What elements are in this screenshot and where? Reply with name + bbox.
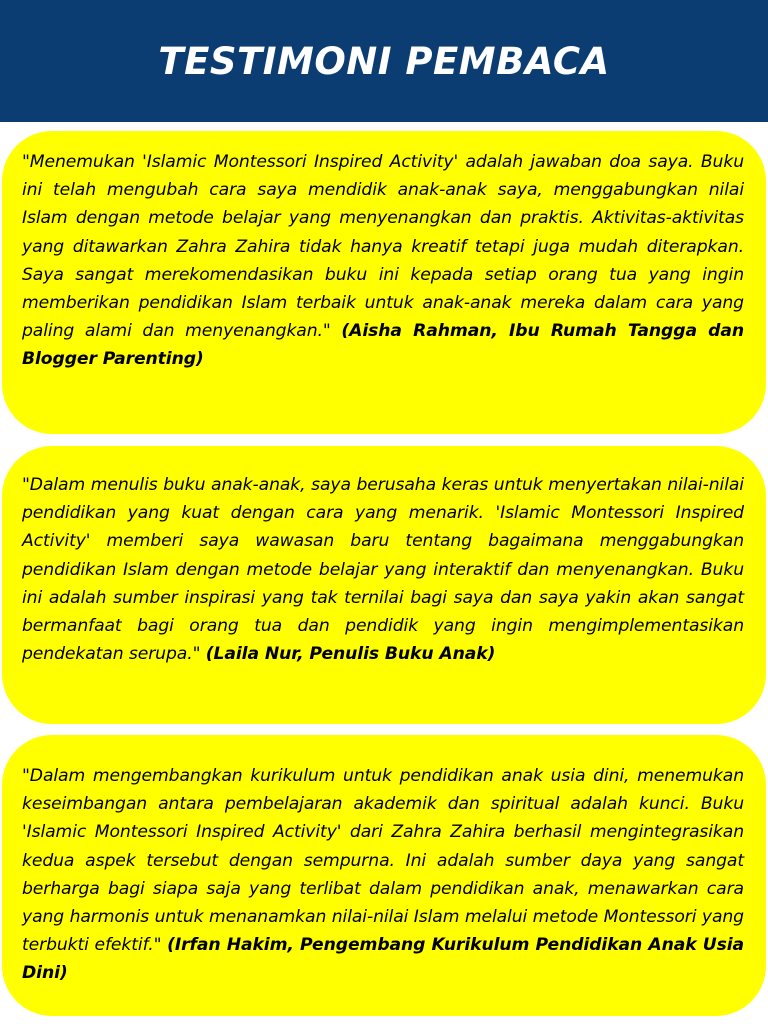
testimonial-text: [22, 471, 744, 668]
testimonial-author: (Aisha Rahman, Ibu Rumah Tangga dan Blogger Parenting): [22, 321, 744, 370]
testimonial-card: [2, 131, 766, 434]
testimonial-quote: "Dalam menulis buku anak-anak, saya berusaha keras untuk menyertakan nilai-nilai pendidikan yang kuat dengan cara yang menarik. 'Islamic Montessori Inspired Activity' memberi saya wawasan baru tentang bagaimana menggabungkan pendidikan Islam dengan metode belajar yang interaktif dan menyenangkan. Buku ini adalah sumber inspirasi yang tak ternilai bagi saya dan saya yakin akan sangat bermanfaat bagi orang tua dan pendidik yang ingin mengimplementasikan pendekatan serupa.": [22, 475, 744, 665]
testimonial-text: [22, 762, 744, 988]
testimonial-author: (Laila Nur, Penulis Buku Anak): [205, 644, 496, 665]
testimonial-quote: "Dalam mengembangkan kurikulum untuk pendidikan anak usia dini, menemukan keseimbangan antara pembelajaran akademik dan spiritual adalah kunci. Buku 'Islamic Montessori Inspired Activity' dari Zahra Zahira berhasil mengintegrasikan kedua aspek tersebut dengan sempurna. Ini adalah sumber daya yang sangat berharga bagi siapa saja yang terlibat dalam pendidikan anak, menawarkan cara yang harmonis untuk menanamkan nilai-nilai Islam melalui metode Montessori yang terbukti efektif.": [22, 766, 744, 956]
page-title: TESTIMONI PEMBACA: [158, 39, 610, 83]
page-header: [0, 0, 768, 122]
testimonial-quote: "Menemukan 'Islamic Montessori Inspired Activity' adalah jawaban doa saya. Buku ini telah mengubah cara saya mendidik anak-anak saya, menggabungkan nilai Islam dengan metode belajar yang menyenangkan dan praktis. Aktivitas-aktivitas yang ditawarkan Zahra Zahira tidak hanya kreatif tetapi juga mudah diterapkan. Saya sangat merekomendasikan buku ini kepada setiap orang tua yang ingin memberikan pendidikan Islam terbaik untuk anak-anak mereka dalam cara yang paling alami dan menyenangkan.": [22, 152, 744, 342]
testimonial-card: [2, 446, 766, 724]
testimonial-text: [22, 148, 744, 374]
testimonial-card: [2, 735, 766, 1016]
testimonial-author: (Irfan Hakim, Pengembang Kurikulum Pendidikan Anak Usia Dini): [22, 935, 744, 984]
